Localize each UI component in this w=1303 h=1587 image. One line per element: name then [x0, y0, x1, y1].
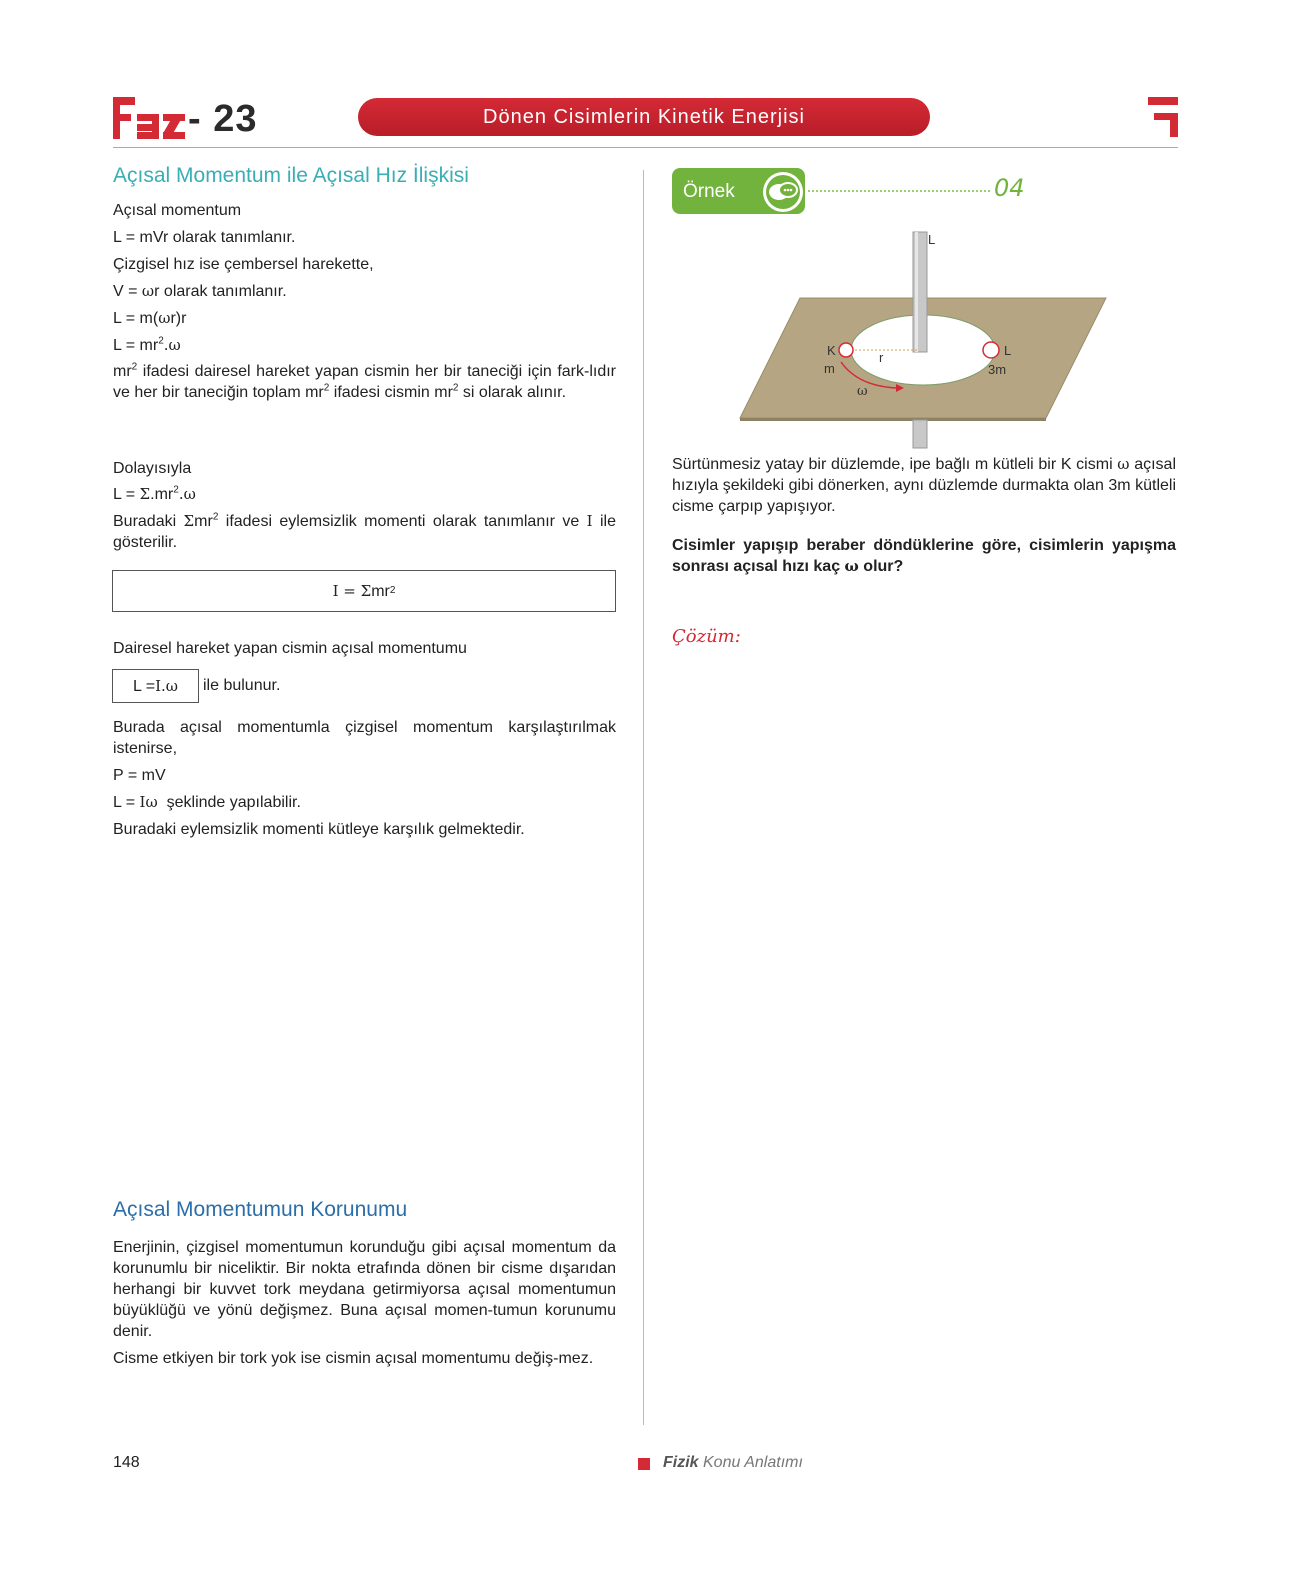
- l-mass-label: 3m: [988, 362, 1007, 377]
- formula-fragment: I.ω: [155, 676, 179, 695]
- radius-label: r: [879, 350, 884, 365]
- footer-square-icon: [638, 1458, 650, 1470]
- footer-book-title: [663, 1454, 803, 1472]
- text-fragment: olur?: [858, 558, 904, 575]
- equation-line: P = mV: [113, 767, 166, 784]
- omega-symbol: ω: [844, 557, 859, 575]
- text-fragment: r olarak tanımlanır.: [154, 283, 287, 300]
- omega-symbol: .ω: [178, 485, 196, 503]
- text-fragment: mr: [194, 513, 213, 530]
- inertia-formula-box: I = Σ mr 2: [112, 570, 616, 612]
- chapter-title-banner: [358, 98, 930, 136]
- equation-line: [113, 792, 301, 813]
- text-fragment: L = m(: [113, 310, 159, 327]
- formula-fragment: Iω: [139, 793, 158, 811]
- paragraph: Enerjinin, çizgisel momentumun korunduğu gibi açısal momentum da korunumlu bir niceliktir. Bir nokta etrafında dönen bir cisme dışarıdan herhangi bir kuvvet tork meydana getirmiyorsa açısal momentumun büyüklüğü ve yönü değişmez. Buna açısal momen-tumun korunumu denir.: [113, 1239, 616, 1340]
- omega-symbol: .ω: [163, 336, 181, 354]
- text-fragment: L =: [113, 486, 140, 503]
- text-fragment: si olarak alınır.: [458, 384, 567, 401]
- sigma-symbol: Σ: [183, 512, 195, 530]
- faz-logo: [113, 97, 185, 139]
- text-fragment: açısal hızıyla şekildeki gibi dönerken, aynı düzlemde durmakta olan 3m kütleli cisme çarpıp yapışıyor.: [672, 456, 1176, 515]
- exponent: 2: [212, 511, 219, 523]
- exponent: 2: [452, 382, 459, 394]
- text-fragment: ile gösterilir.: [113, 513, 617, 551]
- equation-line: [113, 281, 287, 302]
- formula-fragment: L =: [132, 677, 156, 695]
- omega-symbol: ω: [1117, 455, 1130, 473]
- brand-corner-icon: [1148, 97, 1178, 137]
- example-label: Örnek: [683, 181, 735, 202]
- text-fragment: .mr: [150, 486, 174, 503]
- equation-line: [113, 484, 196, 505]
- text-fragment: mr: [113, 363, 132, 380]
- text-line: Çizgisel hız ise çembersel harekette,: [113, 256, 374, 273]
- text-fragment: V =: [113, 283, 142, 300]
- text-line: L = mVr olarak tanımlanır.: [113, 229, 296, 246]
- example-number: 04: [994, 174, 1025, 202]
- inertia-symbol: I: [586, 512, 593, 530]
- header-divider: [113, 147, 1178, 148]
- formula-fragment: mr: [371, 582, 390, 600]
- column-divider: [643, 170, 644, 1425]
- k-label: K: [827, 343, 836, 358]
- exponent: 2: [131, 361, 138, 373]
- l-label: L: [1004, 343, 1012, 358]
- paragraph: [113, 511, 616, 553]
- text-fragment: ifadesi cismin mr: [329, 384, 453, 401]
- text-fragment: şeklinde yapılabilir.: [157, 794, 301, 811]
- rotating-mass-figure: [738, 228, 1108, 450]
- text-line: Dairesel hareket yapan cismin açısal momentumu: [113, 640, 467, 657]
- text-fragment: Buradaki: [113, 513, 184, 530]
- k-mass-label: m: [824, 361, 835, 376]
- exponent: 2: [158, 335, 164, 347]
- chapter-title: Dönen Cisimlerin Kinetik Enerjisi: [483, 105, 805, 128]
- equation-line: [113, 308, 186, 329]
- footer-subject: Fizik: [663, 1454, 699, 1471]
- text-line: ile bulunur.: [203, 677, 281, 694]
- solution-label: Çözüm:: [672, 626, 741, 647]
- sigma-symbol: Σ: [139, 485, 151, 503]
- text-fragment: ifadesi eylemsizlik momenti olarak tanımlanır ve: [218, 513, 587, 530]
- omega-symbol: ω: [158, 309, 171, 327]
- text-line: Buradaki eylemsizlik momenti kütleye karşılık gelmektedir.: [113, 821, 525, 838]
- footer-subtitle: Konu Anlatımı: [698, 1454, 803, 1471]
- chapter-number: - 23: [188, 98, 258, 140]
- paragraph: Cisme etkiyen bir tork yok ise cismin açısal momentumu değiş-mez.: [113, 1350, 594, 1367]
- text-fragment: ifadesi dairesel hareket yapan cismin her bir taneciği için fark-lıdır ve her bir taneciğin toplam mr: [113, 363, 616, 401]
- omega-symbol: ω: [141, 282, 155, 300]
- example-dotted-line: [808, 190, 990, 192]
- exponent: 2: [323, 382, 330, 394]
- equation-line: [113, 335, 181, 356]
- text-fragment: L =: [113, 794, 140, 811]
- chat-bubble-icon: [760, 170, 806, 214]
- exponent: 2: [173, 484, 179, 496]
- question-text: [672, 454, 1176, 517]
- paragraph: Burada açısal momentumla çizgisel momentum karşılaştırılmak istenirse,: [113, 719, 616, 757]
- text-line: Açısal momentum: [113, 202, 242, 219]
- section-heading-conservation: Açısal Momentumun Korunumu: [113, 1198, 408, 1221]
- section-heading-angular-velocity: Açısal Momentum ile Açısal Hız İlişkisi: [113, 164, 469, 187]
- omega-label: ω: [857, 384, 868, 399]
- text-fragment: L = mr: [113, 337, 159, 354]
- paragraph: [113, 361, 616, 403]
- page-number: 148: [113, 1454, 140, 1471]
- formula-fragment: I = Σ: [332, 581, 372, 600]
- text-fragment: r)r: [170, 310, 187, 327]
- question-prompt: [672, 535, 1176, 577]
- text-fragment: Sürtünmesiz yatay bir düzlemde, ipe bağlı m kütleli bir K cismi: [672, 456, 1118, 473]
- mass-l: [983, 342, 999, 358]
- mass-k: [839, 343, 853, 357]
- angular-momentum-formula-box: [112, 669, 199, 703]
- text-fragment: Cisimler yapışıp beraber döndüklerine göre, cisimlerin yapışma sonrası açısal hızı kaç: [672, 537, 1176, 575]
- axis-label: L: [928, 232, 936, 247]
- text-line: Dolayısıyla: [113, 460, 192, 477]
